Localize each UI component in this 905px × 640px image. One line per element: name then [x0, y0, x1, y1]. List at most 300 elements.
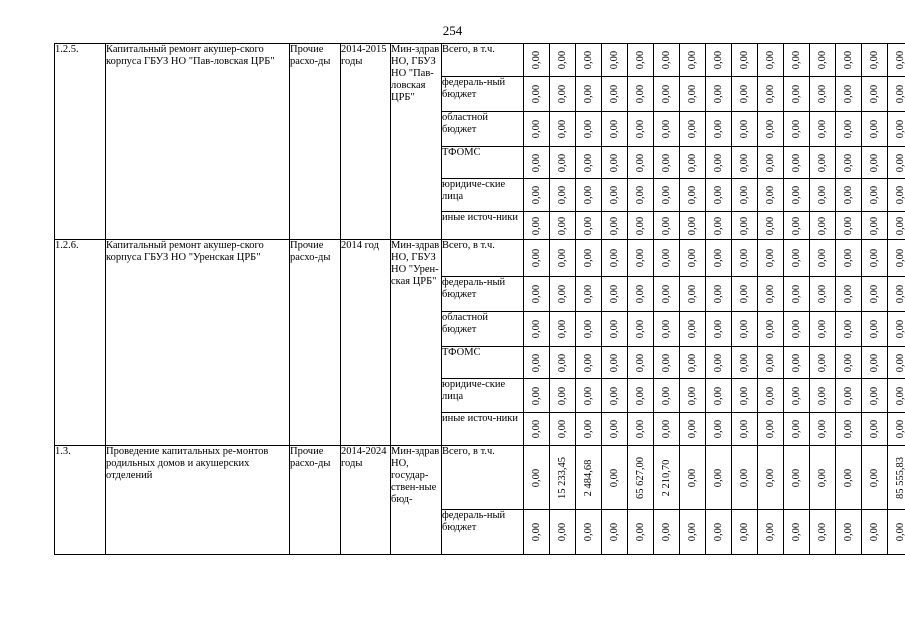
value-cell	[784, 212, 810, 240]
value-text: 0,00	[712, 419, 724, 439]
value-text: 0,00	[556, 185, 568, 205]
table-row	[55, 44, 905, 77]
value-text: 0,00	[686, 185, 698, 205]
value-cell	[524, 413, 550, 446]
page-number: 254	[442, 23, 463, 38]
value-text: 0,00	[530, 153, 542, 172]
value-text: 0,00	[634, 419, 646, 439]
funding-source: федераль-ный бюджет	[442, 77, 524, 112]
value-cell	[576, 347, 602, 379]
value-cell	[862, 112, 888, 147]
value-cell	[576, 77, 602, 112]
value-cell	[576, 240, 602, 277]
value-text: 0,00	[712, 386, 724, 405]
value-cell	[758, 347, 784, 379]
value-cell	[628, 510, 654, 555]
value-text: 0,00	[894, 119, 905, 139]
value-cell	[680, 212, 706, 240]
value-cell	[706, 413, 732, 446]
value-cell	[732, 147, 758, 179]
value-cell	[784, 77, 810, 112]
value-cell	[810, 112, 836, 147]
value-cell	[524, 347, 550, 379]
period: 2014-2024 годы	[341, 446, 391, 555]
value-cell	[680, 77, 706, 112]
value-text: 0,00	[842, 248, 854, 268]
period: 2014 год	[341, 240, 391, 446]
value-text: 0,00	[738, 319, 750, 339]
value-cell	[524, 277, 550, 312]
value-text: 0,00	[842, 185, 854, 205]
funding-source: ТФОМС	[442, 147, 524, 179]
value-text: 0,00	[660, 319, 672, 339]
value-text: 0,00	[660, 419, 672, 439]
value-cell	[680, 510, 706, 555]
value-text: 0,00	[530, 468, 542, 487]
value-text: 0,00	[816, 84, 828, 104]
value-cell	[602, 277, 628, 312]
value-text: 0,00	[790, 50, 802, 70]
value-text: 0,00	[816, 284, 828, 304]
item-name: Проведение капитальных ре-монтов родильных домов и акушерских отделений	[106, 446, 290, 555]
value-cell	[732, 379, 758, 413]
value-cell	[602, 413, 628, 446]
value-cell	[628, 240, 654, 277]
value-text: 0,00	[530, 522, 542, 542]
value-text: 0,00	[894, 319, 905, 339]
value-text: 0,00	[842, 50, 854, 70]
value-cell	[550, 212, 576, 240]
value-text: 0,00	[816, 319, 828, 339]
value-text: 0,00	[712, 50, 724, 70]
value-text: 0,00	[894, 153, 905, 172]
value-cell	[810, 44, 836, 77]
value-cell	[524, 312, 550, 347]
value-cell	[862, 510, 888, 555]
value-cell	[862, 77, 888, 112]
value-text: 0,00	[634, 386, 646, 405]
value-text: 0,00	[556, 353, 568, 372]
value-text: 0,00	[816, 153, 828, 172]
value-text: 0,00	[686, 248, 698, 268]
value-text: 0,00	[634, 153, 646, 172]
value-cell	[706, 446, 732, 510]
value-text: 0,00	[842, 353, 854, 372]
value-cell	[576, 112, 602, 147]
value-cell	[810, 212, 836, 240]
value-text: 0,00	[530, 284, 542, 304]
value-cell	[758, 312, 784, 347]
value-cell	[784, 446, 810, 510]
value-cell	[888, 77, 905, 112]
value-cell	[758, 277, 784, 312]
value-cell	[836, 347, 862, 379]
value-cell	[784, 413, 810, 446]
value-cell	[810, 77, 836, 112]
value-cell	[524, 240, 550, 277]
value-text: 0,00	[608, 419, 620, 439]
value-cell	[550, 44, 576, 77]
value-text: 0,00	[868, 185, 880, 205]
value-text: 0,00	[738, 353, 750, 372]
value-cell	[576, 510, 602, 555]
value-cell	[784, 240, 810, 277]
value-cell	[784, 277, 810, 312]
value-cell	[628, 277, 654, 312]
value-text: 0,00	[530, 185, 542, 205]
value-cell	[810, 510, 836, 555]
value-cell	[550, 312, 576, 347]
funding-source: юридиче-ские лица	[442, 179, 524, 212]
value-text: 0,00	[660, 216, 672, 235]
value-text: 0,00	[738, 248, 750, 268]
value-text: 0,00	[868, 119, 880, 139]
value-cell	[680, 312, 706, 347]
value-text: 0,00	[764, 419, 776, 439]
value-text: 0,00	[764, 119, 776, 139]
value-text: 15 233,45	[556, 456, 568, 499]
value-text: 0,00	[816, 185, 828, 205]
value-cell	[524, 44, 550, 77]
value-cell	[524, 510, 550, 555]
value-cell	[732, 212, 758, 240]
value-text: 0,00	[634, 185, 646, 205]
value-cell	[602, 77, 628, 112]
value-cell	[628, 44, 654, 77]
value-cell	[888, 179, 905, 212]
value-text: 0,00	[556, 153, 568, 172]
value-cell	[758, 240, 784, 277]
value-text: 0,00	[764, 386, 776, 405]
value-cell	[550, 413, 576, 446]
value-text: 0,00	[582, 216, 594, 235]
value-text: 0,00	[738, 153, 750, 172]
value-text: 0,00	[790, 119, 802, 139]
value-cell	[758, 77, 784, 112]
value-cell	[862, 179, 888, 212]
value-text: 0,00	[530, 319, 542, 339]
executor: Мин-здрав НО, ГБУЗ НО "Пав-ловская ЦРБ"	[391, 44, 442, 240]
value-cell	[732, 446, 758, 510]
value-cell	[888, 510, 905, 555]
value-text: 0,00	[556, 248, 568, 268]
value-cell	[810, 347, 836, 379]
value-text: 0,00	[738, 284, 750, 304]
value-cell	[888, 147, 905, 179]
value-cell	[680, 112, 706, 147]
value-text: 0,00	[738, 119, 750, 139]
value-cell	[576, 312, 602, 347]
value-cell	[602, 379, 628, 413]
value-cell	[706, 179, 732, 212]
value-cell	[524, 379, 550, 413]
value-text: 0,00	[530, 50, 542, 70]
value-text: 0,00	[842, 216, 854, 235]
value-cell	[706, 347, 732, 379]
value-text: 0,00	[686, 468, 698, 487]
value-text: 0,00	[790, 284, 802, 304]
value-text: 0,00	[608, 153, 620, 172]
value-cell	[888, 312, 905, 347]
funding-source: Всего, в т.ч.	[442, 240, 524, 277]
value-text: 0,00	[894, 522, 905, 542]
value-text: 0,00	[530, 248, 542, 268]
value-cell	[836, 312, 862, 347]
value-cell	[836, 446, 862, 510]
value-cell	[758, 446, 784, 510]
value-text: 0,00	[842, 386, 854, 405]
funding-source: федераль-ный бюджет	[442, 510, 524, 555]
value-text: 0,00	[634, 84, 646, 104]
value-text: 0,00	[556, 84, 568, 104]
value-text: 0,00	[660, 522, 672, 542]
value-text: 0,00	[712, 522, 724, 542]
value-cell	[784, 379, 810, 413]
value-text: 0,00	[660, 84, 672, 104]
value-text: 0,00	[816, 353, 828, 372]
value-cell	[784, 510, 810, 555]
value-cell	[628, 379, 654, 413]
value-text: 0,00	[660, 50, 672, 70]
value-cell	[654, 240, 680, 277]
value-text: 0,00	[608, 468, 620, 487]
funding-source: Всего, в т.ч.	[442, 446, 524, 510]
value-cell	[602, 446, 628, 510]
value-text: 0,00	[530, 84, 542, 104]
value-cell	[602, 112, 628, 147]
funding-source: иные источ-ники	[442, 212, 524, 240]
value-text: 0,00	[764, 353, 776, 372]
value-text: 0,00	[712, 216, 724, 235]
value-cell	[888, 446, 905, 510]
value-text: 0,00	[868, 153, 880, 172]
value-cell	[654, 147, 680, 179]
value-cell	[836, 240, 862, 277]
value-cell	[758, 510, 784, 555]
value-text: 0,00	[712, 153, 724, 172]
value-cell	[732, 510, 758, 555]
value-text: 0,00	[634, 284, 646, 304]
value-text: 0,00	[608, 248, 620, 268]
value-cell	[732, 347, 758, 379]
value-text: 0,00	[712, 185, 724, 205]
value-cell	[602, 240, 628, 277]
value-text: 0,00	[686, 353, 698, 372]
value-text: 0,00	[608, 119, 620, 139]
value-text: 0,00	[660, 153, 672, 172]
value-text: 0,00	[608, 216, 620, 235]
value-cell	[654, 312, 680, 347]
value-text: 0,00	[764, 185, 776, 205]
value-text: 0,00	[816, 50, 828, 70]
funding-source: областной бюджет	[442, 312, 524, 347]
value-text: 0,00	[894, 353, 905, 372]
value-cell	[680, 179, 706, 212]
value-cell	[628, 179, 654, 212]
value-text: 0,00	[582, 153, 594, 172]
expense-type: Прочие расхо-ды	[290, 240, 341, 446]
value-cell	[836, 112, 862, 147]
value-cell	[654, 347, 680, 379]
value-text: 0,00	[790, 153, 802, 172]
value-cell	[758, 179, 784, 212]
value-cell	[602, 44, 628, 77]
value-text: 0,00	[894, 216, 905, 235]
value-cell	[628, 77, 654, 112]
value-cell	[810, 240, 836, 277]
value-text: 0,00	[634, 216, 646, 235]
value-text: 0,00	[660, 248, 672, 268]
value-text: 0,00	[894, 50, 905, 70]
value-text: 0,00	[842, 119, 854, 139]
value-text: 0,00	[894, 185, 905, 205]
value-cell	[758, 379, 784, 413]
period: 2014-2015 годы	[341, 44, 391, 240]
value-text: 0,00	[894, 284, 905, 304]
value-cell	[888, 44, 905, 77]
value-cell	[550, 112, 576, 147]
value-cell	[602, 147, 628, 179]
value-cell	[576, 44, 602, 77]
value-cell	[706, 77, 732, 112]
value-cell	[602, 347, 628, 379]
value-text: 0,00	[868, 248, 880, 268]
value-text: 0,00	[816, 248, 828, 268]
value-cell	[576, 179, 602, 212]
value-cell	[524, 147, 550, 179]
value-cell	[862, 147, 888, 179]
value-cell	[706, 112, 732, 147]
value-text: 0,00	[686, 50, 698, 70]
value-text: 0,00	[530, 353, 542, 372]
value-text: 0,00	[660, 185, 672, 205]
value-cell	[654, 44, 680, 77]
value-cell	[888, 112, 905, 147]
value-text: 0,00	[842, 419, 854, 439]
value-text: 0,00	[738, 419, 750, 439]
value-text: 0,00	[582, 50, 594, 70]
value-text: 0,00	[608, 522, 620, 542]
value-cell	[550, 277, 576, 312]
value-cell	[680, 347, 706, 379]
value-text: 0,00	[556, 522, 568, 542]
value-text: 0,00	[868, 284, 880, 304]
item-name: Капитальный ремонт акушер-ского корпуса ГБУЗ НО "Пав-ловская ЦРБ"	[106, 44, 290, 240]
value-text: 0,00	[582, 386, 594, 405]
value-cell	[732, 277, 758, 312]
value-text: 2 484,68	[582, 459, 594, 496]
value-text: 0,00	[686, 522, 698, 542]
executor: Мин-здрав НО, ГБУЗ НО "Урен-ская ЦРБ"	[391, 240, 442, 446]
value-cell	[862, 44, 888, 77]
value-cell	[628, 312, 654, 347]
value-cell	[550, 347, 576, 379]
value-cell	[680, 446, 706, 510]
value-text: 0,00	[816, 216, 828, 235]
value-text: 0,00	[608, 50, 620, 70]
value-cell	[680, 240, 706, 277]
value-cell	[524, 77, 550, 112]
value-cell	[680, 147, 706, 179]
funding-source: федераль-ный бюджет	[442, 277, 524, 312]
value-text: 0,00	[556, 284, 568, 304]
value-cell	[732, 179, 758, 212]
value-cell	[706, 277, 732, 312]
value-text: 0,00	[764, 84, 776, 104]
value-text: 0,00	[738, 84, 750, 104]
value-text: 0,00	[894, 386, 905, 405]
funding-source: юридиче-ские лица	[442, 379, 524, 413]
value-text: 0,00	[842, 522, 854, 542]
value-cell	[784, 147, 810, 179]
value-text: 0,00	[582, 185, 594, 205]
value-text: 0,00	[790, 468, 802, 487]
value-cell	[602, 212, 628, 240]
value-cell	[524, 112, 550, 147]
value-cell	[706, 379, 732, 413]
value-text: 0,00	[738, 216, 750, 235]
value-cell	[758, 413, 784, 446]
value-text: 0,00	[738, 50, 750, 70]
value-text: 0,00	[842, 84, 854, 104]
value-text: 0,00	[764, 153, 776, 172]
value-text: 0,00	[634, 50, 646, 70]
value-cell	[524, 446, 550, 510]
value-text: 0,00	[894, 84, 905, 104]
value-cell	[706, 240, 732, 277]
value-cell	[732, 240, 758, 277]
value-text: 0,00	[894, 248, 905, 268]
value-cell	[576, 212, 602, 240]
item-number: 1.2.5.	[55, 44, 106, 240]
value-text: 85 555,83	[894, 456, 905, 499]
table-row	[55, 240, 905, 277]
value-text: 0,00	[530, 216, 542, 235]
value-cell	[654, 77, 680, 112]
value-cell	[706, 312, 732, 347]
value-text: 0,00	[764, 522, 776, 542]
value-text: 0,00	[790, 248, 802, 268]
item-number: 1.3.	[55, 446, 106, 555]
value-cell	[758, 44, 784, 77]
value-text: 0,00	[894, 419, 905, 439]
value-cell	[862, 212, 888, 240]
value-cell	[862, 347, 888, 379]
value-text: 0,00	[790, 522, 802, 542]
value-cell	[862, 413, 888, 446]
value-text: 0,00	[790, 319, 802, 339]
value-cell	[732, 112, 758, 147]
value-text: 0,00	[738, 386, 750, 405]
value-text: 0,00	[868, 319, 880, 339]
value-text: 0,00	[868, 386, 880, 405]
value-text: 0,00	[660, 119, 672, 139]
value-cell	[732, 413, 758, 446]
value-cell	[836, 212, 862, 240]
value-cell	[784, 347, 810, 379]
value-text: 0,00	[764, 468, 776, 487]
value-cell	[758, 212, 784, 240]
value-text: 0,00	[582, 353, 594, 372]
value-text: 0,00	[582, 319, 594, 339]
value-cell	[628, 347, 654, 379]
value-text: 0,00	[712, 284, 724, 304]
value-cell	[628, 112, 654, 147]
value-cell	[784, 44, 810, 77]
value-text: 0,00	[868, 50, 880, 70]
value-cell	[576, 379, 602, 413]
value-text: 0,00	[868, 216, 880, 235]
